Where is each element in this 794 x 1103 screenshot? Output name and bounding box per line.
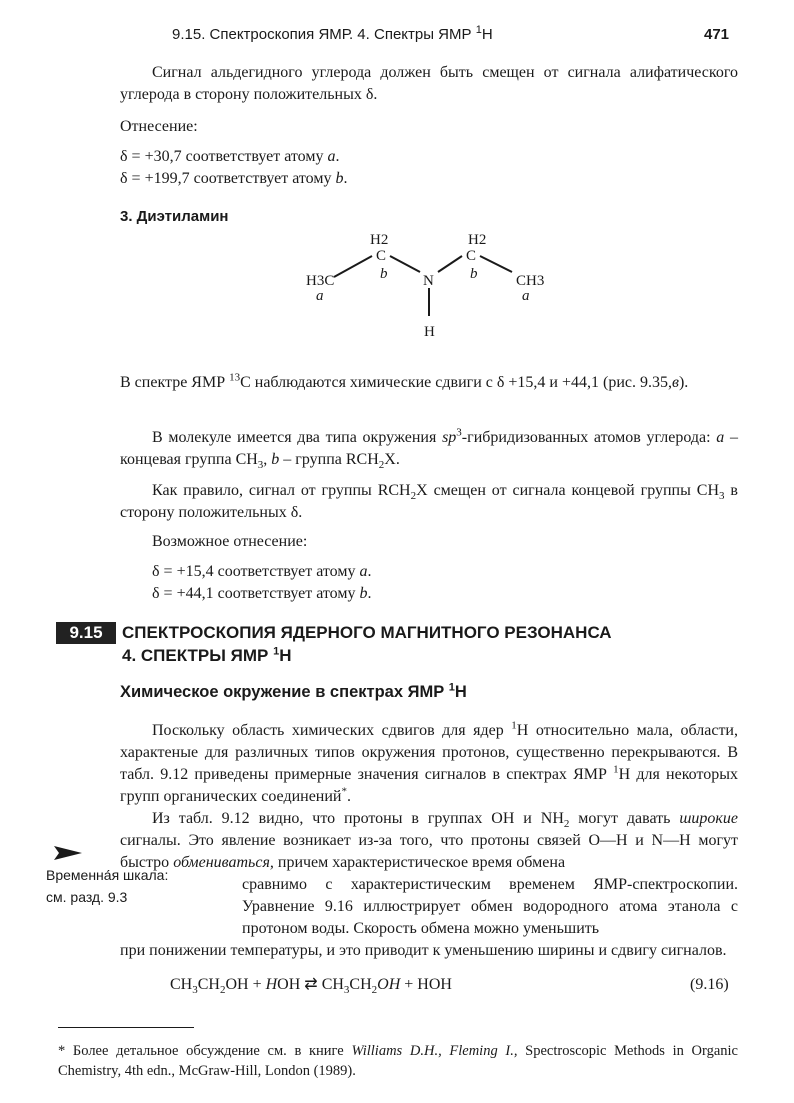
assignment-label: Возможное отнесение:	[152, 533, 308, 550]
paragraph: Как правило, сигнал от группы $RCH_2X$ смещен от сигнала концевой группы $CH_3$ в сторону положительных δ.	[120, 482, 738, 521]
margin-note: см. разд. 9.3	[46, 889, 128, 905]
bond	[438, 256, 462, 272]
section-title: 4. СПЕКТРЫ ЯМР $^1$Н	[122, 645, 292, 665]
text-i: a	[359, 563, 368, 580]
subheading: Химическое окружение в спектрах ЯМР $^1$Н	[120, 681, 467, 701]
text-sup: 3	[456, 426, 462, 439]
assignment-line: δ = +199,7 соответствует атому b.	[120, 170, 348, 187]
margin-arrow-icon	[54, 846, 82, 860]
paragraph: Сигнал альдегидного углерода должен быть смещен от сигнала алифатического углерода в сторону положительных δ.	[120, 64, 738, 103]
margin-note: Временна́я шкала:	[46, 867, 169, 883]
text-sub: 3	[343, 984, 350, 997]
footnote-rule	[58, 1027, 194, 1028]
text-i: b	[335, 170, 344, 187]
paragraph: сравнимо с характеристическим временем ЯМР-спектроскопии. Уравнение 9.16 иллюстрирует обмен водородного атома этанола с протоном воды. Скорость обмена можно уменьшить	[242, 876, 738, 937]
page-number: 471	[704, 26, 730, 43]
equation: $CH_3CH_2OH$ + HOH ⇄ $CH_3CH_2OH$ + HOH	[170, 976, 452, 997]
atom-label: a	[316, 288, 324, 304]
paragraph: В спектре ЯМР $^{13}$С наблюдаются химические сдвиги с δ +15,4 и +44,1 (рис. 9.35,в).	[120, 371, 689, 391]
text-i: H	[265, 976, 278, 993]
section-title: СПЕКТРОСКОПИЯ ЯДЕРНОГО МАГНИТНОГО РЕЗОНАНСА	[122, 623, 612, 642]
text-i: sp	[442, 429, 457, 446]
atom-label: H3C	[306, 273, 335, 289]
text-i: Williams D.H., Fleming I.,	[351, 1043, 518, 1059]
text-sub: 3	[257, 459, 264, 472]
text-sub: 3	[192, 984, 198, 997]
text-i: OH	[377, 976, 401, 993]
diethylamine-structure	[290, 220, 570, 345]
paragraph: Поскольку область химических сдвигов для ядер $^1$Н относительно мала, области, характеные для различных типов окружения протонов, существенно перекрываются. В табл. 9.12 приведены примерные значения сигналов в спектрах ЯМР $^1$Н для некоторых групп органических соединений*.	[120, 719, 739, 805]
text-sub: 2	[410, 490, 417, 503]
text-i: в	[672, 374, 679, 391]
bond	[390, 256, 420, 272]
text-sub: 2	[563, 818, 570, 831]
paragraph: В молекуле имеется два типа окружения $sp^3$-гибридизованных атомов углерода: a – концевая группа $CH_3$, b – группа $RCH_2X$.	[120, 426, 739, 472]
atom-label: H2	[468, 232, 487, 248]
section-number-badge: 9.15	[56, 622, 116, 644]
atom-label: a	[522, 288, 530, 304]
assignment-line: δ = +30,7 соответствует атому a.	[120, 148, 340, 165]
bond	[480, 256, 512, 272]
text-sup: 1	[475, 24, 482, 36]
text-sup: 1	[273, 645, 280, 658]
text-sup: 1	[511, 719, 517, 732]
text-i: широкие	[679, 810, 738, 827]
atom-label: N	[423, 273, 434, 289]
text-i: a	[716, 429, 725, 446]
atom-label: H2	[370, 232, 389, 248]
atom-label: C	[376, 248, 387, 264]
text-sub: 2	[219, 984, 226, 997]
equation-number: (9.16)	[690, 976, 729, 993]
atom-label: CH3	[516, 273, 545, 289]
text-i: b	[359, 585, 368, 602]
atom-label: b	[380, 266, 388, 282]
paragraph: Из табл. 9.12 видно, что протоны в группах OH и $NH_2$ могут давать широкие сигналы. Это явление возникает из-за того, что протоны связей O—H и N—H могут быстро обмениваться, причем характеристическое время обмена	[120, 810, 738, 871]
assignment-line: δ = +44,1 соответствует атому b.	[152, 585, 372, 602]
text-sub: 2	[378, 459, 385, 472]
example-title: 3. Диэтиламин	[120, 208, 229, 225]
bond	[334, 256, 372, 277]
text-sup: 1	[448, 681, 455, 694]
text-i: a	[327, 148, 336, 165]
atom-label: b	[470, 266, 478, 282]
text-sub: 3	[719, 490, 725, 503]
text-sup: 1	[613, 763, 619, 776]
paragraph: при понижении температуры, и это приводит к уменьшению ширины и сдвигу сигналов.	[120, 942, 727, 959]
assignment-line: δ = +15,4 соответствует атому a.	[152, 563, 372, 580]
text-sub: 2	[371, 984, 378, 997]
atom-label: H	[424, 324, 435, 340]
text-sup: 13	[229, 371, 241, 384]
text-i: обмениваться,	[173, 854, 274, 871]
assignment-label: Отнесение:	[120, 118, 198, 135]
footnote: * Более детальное обсуждение см. в книге Williams D.H., Fleming I., Spectroscopic Methods in Organic Chemistry, 4th edn., McGraw-Hill, London (1989).	[58, 1043, 738, 1079]
atom-label: C	[466, 248, 477, 264]
text-sup: *	[341, 785, 347, 798]
text-i: b	[271, 451, 280, 468]
running-title: 9.15. Спектроскопия ЯМР. 4. Спектры ЯМР $^1$Н	[172, 24, 493, 43]
